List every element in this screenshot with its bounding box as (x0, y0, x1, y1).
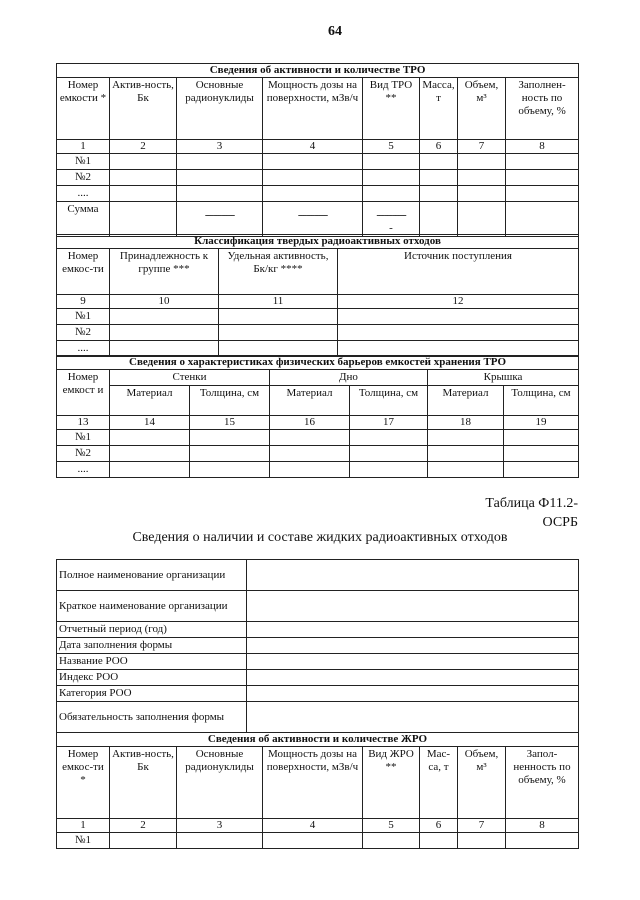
group-header: Стенки (110, 370, 270, 386)
column-number: 3 (177, 819, 263, 833)
barriers-table (56, 355, 579, 478)
org-info-value[interactable] (247, 591, 579, 622)
row-label-sum: Сумма (57, 202, 110, 237)
column-header: Актив-ность, Бк (110, 78, 177, 140)
column-header: Толщина, см (190, 386, 270, 416)
column-header: Материал (428, 386, 504, 416)
org-info-label: Категория РОО (57, 686, 247, 702)
column-number: 5 (363, 140, 420, 154)
org-info-value[interactable] (247, 654, 579, 670)
column-header: Принадлежность к группе *** (110, 249, 219, 295)
row-label: .... (57, 462, 110, 478)
column-header: Масса, т (420, 78, 458, 140)
column-header: Актив-ность, Бк (110, 747, 177, 819)
column-header: Номер емкост и (57, 370, 110, 416)
column-number: 12 (338, 295, 579, 309)
column-header: Номер емкос-ти * (57, 747, 110, 819)
row-label: №1 (57, 154, 110, 170)
column-number: 14 (110, 416, 190, 430)
column-header: Мощность дозы на поверхности, мЗв/ч (263, 747, 363, 819)
group-header: Дно (270, 370, 428, 386)
column-number: 6 (420, 819, 458, 833)
tro-activity-table (56, 63, 579, 237)
column-number: 18 (428, 416, 504, 430)
column-number: 6 (420, 140, 458, 154)
row-label: №1 (57, 833, 110, 849)
org-info-label: Обязательность заполнения формы (57, 702, 247, 733)
dash: ----------- (376, 209, 406, 221)
column-number: 5 (363, 819, 420, 833)
row-label: №2 (57, 170, 110, 186)
column-number: 8 (506, 819, 579, 833)
column-number: 2 (110, 819, 177, 833)
column-header: Номер емкос-ти (57, 249, 110, 295)
dash: ----------- (204, 209, 235, 221)
table-title: Классификация твердых радиоактивных отходов (57, 235, 579, 249)
row-label: .... (57, 186, 110, 202)
column-number: 4 (263, 819, 363, 833)
column-number: 11 (219, 295, 338, 309)
column-header: Основные радионуклиды (177, 78, 263, 140)
dash: ----------- (297, 209, 328, 221)
column-number: 15 (190, 416, 270, 430)
column-header: Толщина, см (504, 386, 579, 416)
column-header: Вид ЖРО ** (363, 747, 420, 819)
row-label: №1 (57, 309, 110, 325)
org-info-value[interactable] (247, 686, 579, 702)
column-header: Толщина, см (350, 386, 428, 416)
table-label (485, 494, 578, 532)
tro-classification-table (56, 234, 579, 357)
column-number: 8 (506, 140, 579, 154)
zhro-activity-table (56, 732, 579, 849)
column-number: 4 (263, 140, 363, 154)
column-number: 7 (458, 140, 506, 154)
org-info-value[interactable] (247, 638, 579, 654)
column-header: Основные радионуклиды (177, 747, 263, 819)
table-label-line: ОСРБ (542, 515, 578, 530)
column-number: 2 (110, 140, 177, 154)
column-number: 1 (57, 819, 110, 833)
org-info-label: Краткое наименование организации (57, 591, 247, 622)
dash: - (389, 222, 393, 234)
column-header: Вид ТРО ** (363, 78, 420, 140)
org-info-value[interactable] (247, 622, 579, 638)
org-info-value[interactable] (247, 702, 579, 733)
org-info-label: Полное наименование организации (57, 560, 247, 591)
column-header: Материал (110, 386, 190, 416)
table-title: Сведения об активности и количестве ЖРО (57, 733, 579, 747)
table-label-line: Таблица Ф11.2- (485, 496, 578, 511)
column-number: 13 (57, 416, 110, 430)
column-number: 9 (57, 295, 110, 309)
org-info-value[interactable] (247, 560, 579, 591)
column-header: Номер емкости * (57, 78, 110, 140)
column-header: Мощность дозы на поверхности, мЗв/ч (263, 78, 363, 140)
column-number: 17 (350, 416, 428, 430)
row-label: №2 (57, 446, 110, 462)
column-header: Удельная активность, Бк/кг **** (219, 249, 338, 295)
table-title: Сведения об активности и количестве ТРО (57, 64, 579, 78)
column-number: 7 (458, 819, 506, 833)
org-info-label: Индекс РОО (57, 670, 247, 686)
main-heading: Сведения о наличии и составе жидких радиоактивных отходов (132, 530, 508, 545)
org-info-table (56, 559, 579, 733)
table-title: Сведения о характеристиках физических барьеров емкостей хранения ТРО (57, 356, 579, 370)
column-number: 19 (504, 416, 579, 430)
row-label: .... (57, 341, 110, 357)
column-header: Мас-са, т (420, 747, 458, 819)
column-number: 1 (57, 140, 110, 154)
column-header: Объем, м³ (458, 78, 506, 140)
row-label: №1 (57, 430, 110, 446)
column-header: Источник поступления (338, 249, 579, 295)
column-number: 3 (177, 140, 263, 154)
org-info-label: Дата заполнения формы (57, 638, 247, 654)
group-header: Крышка (428, 370, 579, 386)
column-number: 10 (110, 295, 219, 309)
org-info-label: Отчетный период (год) (57, 622, 247, 638)
column-header: Объем, м³ (458, 747, 506, 819)
column-header: Материал (270, 386, 350, 416)
page-number: 64 (328, 24, 342, 39)
org-info-label: Название РОО (57, 654, 247, 670)
column-number: 16 (270, 416, 350, 430)
column-header: Заполнен-ность по объему, % (506, 78, 579, 140)
column-header: Запол-ненность по объему, % (506, 747, 579, 819)
row-label: №2 (57, 325, 110, 341)
org-info-value[interactable] (247, 670, 579, 686)
